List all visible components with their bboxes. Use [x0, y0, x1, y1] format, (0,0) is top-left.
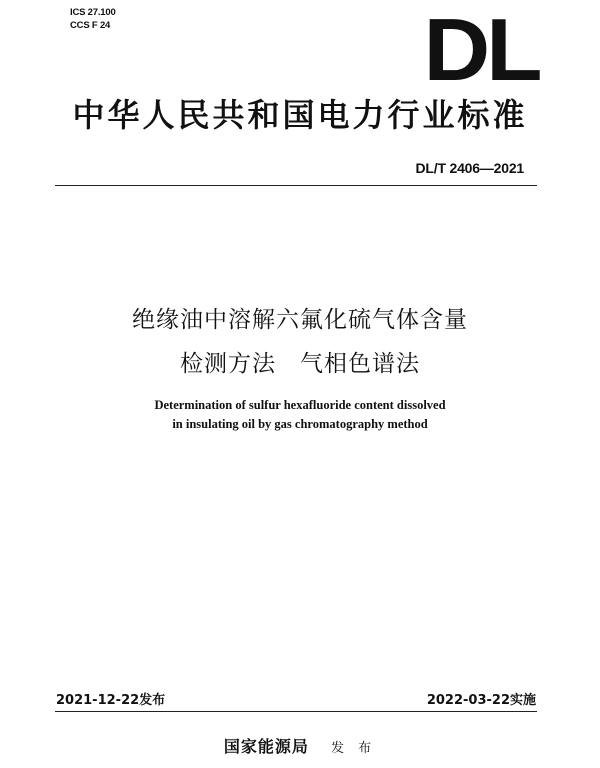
english-title-line1: Determination of sulfur hexafluoride content dissolved: [154, 398, 446, 412]
implementation-date: 2022-03-22实施: [426, 693, 536, 708]
issuer: [0, 734, 600, 757]
top-divider: [55, 185, 537, 186]
chinese-title-line2: 检测方法 气相色谱法: [180, 351, 420, 377]
dl-logo: DL: [423, 0, 538, 99]
issue-date: 2021-12-22发布: [56, 693, 166, 708]
standard-number: DL/T 2406—2021: [415, 160, 524, 176]
chinese-title-line1: 绝缘油中溶解六氟化硫气体含量: [132, 307, 468, 333]
ics-code: ICS 27.100: [70, 7, 116, 18]
chinese-title: [0, 298, 600, 386]
ccs-code: CCS F 24: [70, 20, 111, 31]
issuer-organization: 国家能源局: [223, 737, 309, 756]
issuer-action: 发 布: [330, 741, 377, 756]
classification-codes: [70, 6, 116, 32]
standard-category: 中华人民共和国电力行业标准: [72, 96, 528, 134]
english-title-line2: in insulating oil by gas chromatography method: [172, 417, 428, 431]
bottom-divider: [55, 711, 537, 712]
english-title: [0, 396, 600, 434]
